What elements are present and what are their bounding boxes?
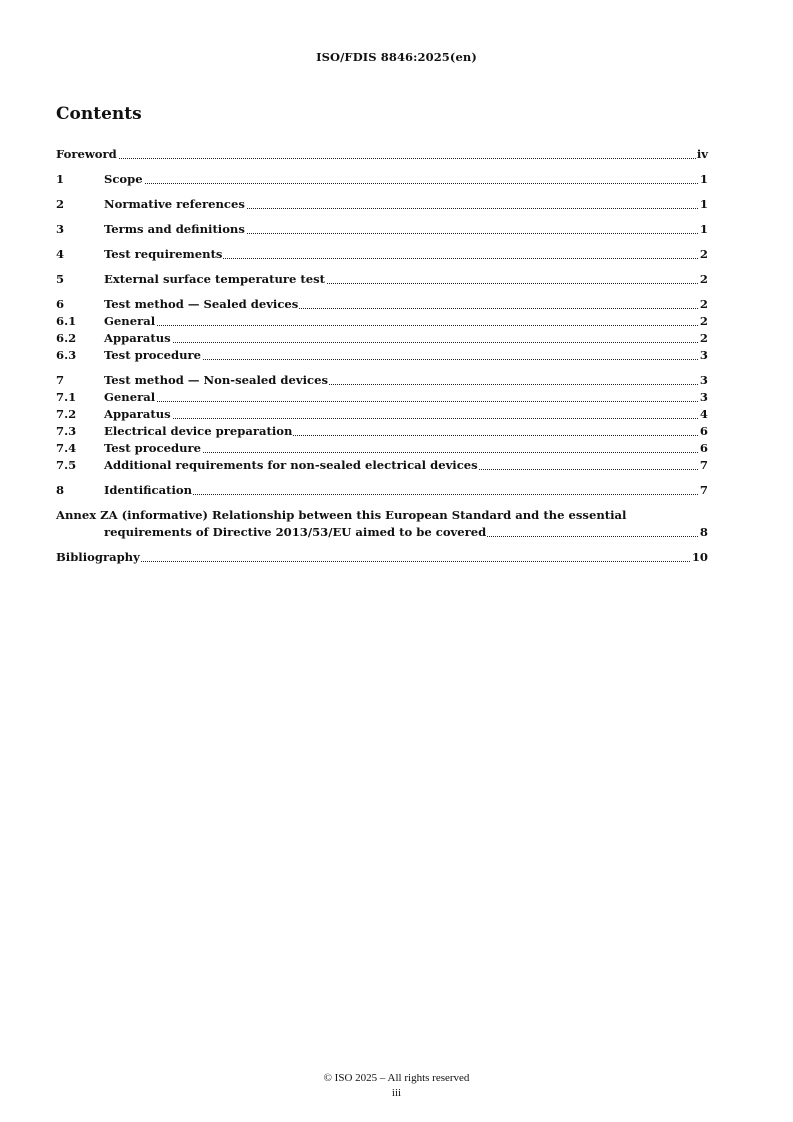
dot-leader bbox=[56, 158, 708, 159]
toc-entry-sealed-general[interactable] bbox=[56, 313, 708, 330]
toc-entry-label: Electrical device preparation bbox=[104, 424, 293, 438]
toc-entry-number: 4 bbox=[56, 247, 65, 261]
toc-entry-label: Normative references bbox=[104, 197, 245, 211]
toc-entry-non-sealed-general[interactable] bbox=[56, 389, 708, 406]
toc-entry-number: 8 bbox=[56, 483, 65, 497]
toc-entry-label: Identification bbox=[104, 483, 193, 497]
toc-entry-number: 3 bbox=[56, 222, 65, 236]
toc-entry-annex-za[interactable] bbox=[56, 507, 708, 524]
toc-entry-number: 7.5 bbox=[56, 458, 77, 472]
toc-entry-number: 6.1 bbox=[56, 314, 77, 328]
toc-entry-number: 7.3 bbox=[56, 424, 77, 438]
toc-entry-number: 7.4 bbox=[56, 441, 77, 455]
toc-entry-label: Test procedure bbox=[104, 348, 201, 362]
toc-entry-label: Scope bbox=[104, 172, 143, 186]
toc-entry-page: 4 bbox=[699, 407, 708, 421]
toc-entry-non-sealed-apparatus[interactable] bbox=[56, 406, 708, 423]
toc-entry-test-requirements[interactable] bbox=[56, 246, 708, 263]
copyright-notice: © ISO 2025 – All rights reserved bbox=[323, 1072, 470, 1084]
page-number: iii bbox=[391, 1087, 402, 1099]
dot-leader bbox=[56, 561, 708, 562]
toc-entry-page: 3 bbox=[699, 373, 708, 387]
toc-entry-label: General bbox=[104, 390, 156, 404]
toc-entry-number: 2 bbox=[56, 197, 65, 211]
toc-entry-label: Bibliography bbox=[56, 550, 140, 564]
toc-entry-number: 5 bbox=[56, 272, 65, 286]
toc-entry-label: Additional requirements for non-sealed electrical devices bbox=[104, 458, 478, 472]
toc-entry-page: 7 bbox=[699, 483, 708, 497]
toc-entry-non-sealed-test-procedure[interactable] bbox=[56, 440, 708, 457]
toc-entry-foreword[interactable] bbox=[56, 146, 708, 163]
toc-entry-test-method-non-sealed[interactable] bbox=[56, 372, 708, 389]
toc-entry-number: 7.1 bbox=[56, 390, 77, 404]
dot-leader bbox=[104, 342, 708, 343]
toc-entry-page: 6 bbox=[699, 441, 708, 455]
toc-entry-page: 8 bbox=[699, 525, 708, 539]
toc-entry-page: 10 bbox=[691, 550, 708, 564]
toc-entry-page: 2 bbox=[699, 297, 708, 311]
toc-entry-page: 6 bbox=[699, 424, 708, 438]
toc-entry-page: iv bbox=[696, 147, 708, 161]
toc-entry-number: 6.2 bbox=[56, 331, 77, 345]
toc-entry-page: 2 bbox=[699, 314, 708, 328]
toc-entry-additional-requirements[interactable] bbox=[56, 457, 708, 474]
toc-entry-label: requirements of Directive 2013/53/EU aimed to be covered bbox=[104, 525, 487, 539]
toc-entry-label: Foreword bbox=[56, 147, 117, 161]
toc-entry-label: Test procedure bbox=[104, 441, 201, 455]
toc-entry-annex-za-continued[interactable] bbox=[56, 524, 708, 541]
toc-entry-identification[interactable] bbox=[56, 482, 708, 499]
toc-entry-label: Test method — Non-sealed devices bbox=[104, 373, 329, 387]
toc-entry-label: Terms and definitions bbox=[104, 222, 245, 236]
dot-leader bbox=[104, 418, 708, 419]
toc-entry-number: 6 bbox=[56, 297, 65, 311]
dot-leader bbox=[104, 401, 708, 402]
toc-entry-scope[interactable] bbox=[56, 171, 708, 188]
toc-entry-page: 1 bbox=[699, 172, 708, 186]
toc-entry-label: General bbox=[104, 314, 156, 328]
toc-entry-label: Apparatus bbox=[104, 407, 171, 421]
toc-entry-number: 1 bbox=[56, 172, 65, 186]
document-identifier: ISO/FDIS 8846:2025(en) bbox=[316, 50, 477, 64]
toc-entry-number: 7.2 bbox=[56, 407, 77, 421]
toc-entry-page: 2 bbox=[699, 272, 708, 286]
toc-entry-page: 3 bbox=[699, 348, 708, 362]
toc-entry-page: 1 bbox=[699, 222, 708, 236]
toc-entry-label: Test method — Sealed devices bbox=[104, 297, 299, 311]
dot-leader bbox=[104, 494, 708, 495]
toc-entry-page: 1 bbox=[699, 197, 708, 211]
toc-entry-normative-references[interactable] bbox=[56, 196, 708, 213]
toc-entry-electrical-device-preparation[interactable] bbox=[56, 423, 708, 440]
toc-entry-page: 2 bbox=[699, 247, 708, 261]
toc-entry-page: 7 bbox=[699, 458, 708, 472]
toc-entry-page: 3 bbox=[699, 390, 708, 404]
toc-entry-label: Annex ZA (informative) Relationship between this European Standard and the essential bbox=[56, 508, 627, 522]
toc-entry-sealed-test-procedure[interactable] bbox=[56, 347, 708, 364]
toc-entry-label: External surface temperature test bbox=[104, 272, 326, 286]
dot-leader bbox=[104, 325, 708, 326]
toc-entry-label: Test requirements bbox=[104, 247, 223, 261]
contents-heading: Contents bbox=[56, 104, 142, 124]
toc-entry-label: Apparatus bbox=[104, 331, 171, 345]
toc-entry-external-surface-temperature-test[interactable] bbox=[56, 271, 708, 288]
table-of-contents bbox=[56, 146, 708, 574]
toc-entry-sealed-apparatus[interactable] bbox=[56, 330, 708, 347]
toc-entry-page: 2 bbox=[699, 331, 708, 345]
toc-entry-number: 6.3 bbox=[56, 348, 77, 362]
toc-entry-bibliography[interactable] bbox=[56, 549, 708, 566]
toc-entry-test-method-sealed[interactable] bbox=[56, 296, 708, 313]
toc-entry-number: 7 bbox=[56, 373, 65, 387]
toc-entry-terms-and-definitions[interactable] bbox=[56, 221, 708, 238]
dot-leader bbox=[104, 183, 708, 184]
